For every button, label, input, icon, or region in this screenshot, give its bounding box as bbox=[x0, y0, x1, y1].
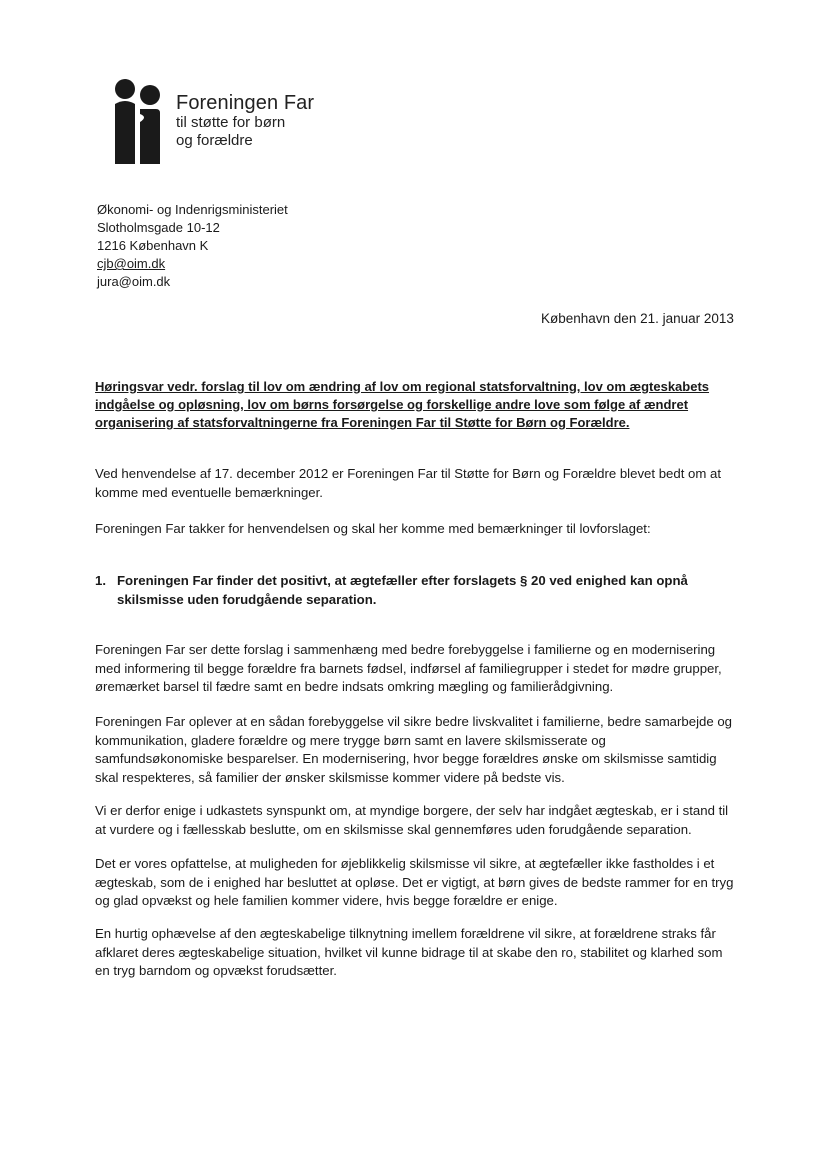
logo-tagline-1: til støtte for børn bbox=[176, 114, 286, 131]
body-paragraph: Det er vores opfattelse, at muligheden for øjeblikkelig skilsmisse vil sikre, at ægtefæller ikke fastholdes i et ægteskab, som de i enighed har besluttet at opløse. Det er vigtigt, at børn gives de bedste rammer for en tryg og glad opvækst og hele familien kommer videre, hvis begge forældre er enige. bbox=[95, 856, 734, 908]
recipient-email-2: jura@oim.dk bbox=[97, 274, 171, 289]
body-paragraph: Foreningen Far ser dette forslag i sammenhæng med bedre forebyggelse i familierne og en modernisering med informering til begge forældre fra barnets fødsel, indførsel af familiegrupper i stedet for mødre grupper, øremærket barsel til fædre samt en bedre indsats omkring mægling og familierådgivning. bbox=[95, 642, 722, 694]
logo-name: Foreningen Far bbox=[176, 92, 315, 114]
body-paragraph: Foreningen Far oplever at en sådan forebyggelse vil sikre bedre livskvalitet i familierne, bedre samarbejde og kommunikation, gladere forældre og mere trygge børn samt en lavere skilsmisserate og samfundsøkonomiske besparelser. En modernisering, hvor begge forældres ønske om skilsmisse samtidig skal respekteres, så familier der ønsker skilsmisse kommer videre på bedste vis. bbox=[95, 714, 732, 785]
recipient-city: 1216 København K bbox=[97, 238, 209, 253]
section-heading-1 bbox=[95, 572, 715, 609]
recipient-email-link[interactable]: cjb@oim.dk bbox=[97, 256, 166, 271]
recipient-address bbox=[97, 201, 288, 291]
logo-tagline-2: og forældre bbox=[176, 132, 253, 149]
intro-paragraph-1: Ved henvendelse af 17. december 2012 er Foreningen Far til Støtte for Børn og Forældre blevet bedt om at komme med eventuelle bemærkninger. bbox=[95, 466, 722, 500]
letter-subject: Høringsvar vedr. forslag til lov om ændring af lov om regional statsforvaltning, lov om ægteskabets indgåelse og opløsning, lov om børns forsørgelse og forskellige andre love som følge af ændret organisering af statsforvaltningerne fra Foreningen Far til Støtte for Børn og Forældre. bbox=[95, 379, 710, 430]
letter-date: København den 21. januar 2013 bbox=[541, 311, 734, 326]
section-heading-text: Foreningen Far finder det positivt, at ægtefæller efter forslagets § 20 ved enighed kan opnå skilsmisse uden forudgående separation. bbox=[117, 573, 688, 607]
section-number: 1. bbox=[95, 573, 106, 588]
family-figures-icon bbox=[112, 78, 164, 168]
organization-logo bbox=[112, 78, 352, 168]
body-paragraph: Vi er derfor enige i udkastets synspunkt om, at myndige borgere, der selv har indgået ægteskab, er i stand til at vurdere og i fællesskab beslutte, om en skilsmisse skal gennemføres uden forudgående separation. bbox=[95, 803, 729, 837]
intro-paragraph-2: Foreningen Far takker for henvendelsen og skal her komme med bemærkninger til lovforslaget: bbox=[95, 521, 651, 536]
recipient-name: Økonomi- og Indenrigsministeriet bbox=[97, 202, 288, 217]
body-paragraph: En hurtig ophævelse af den ægteskabelige tilknytning imellem forældrene vil sikre, at forældrene straks får afklaret deres ægteskabelige situation, hvilket vil kunne bidrage til at skabe den ro, stabilitet og klarhed som en tryg barndom og opvækst forudsætter. bbox=[95, 926, 723, 978]
recipient-street: Slotholmsgade 10-12 bbox=[97, 220, 220, 235]
